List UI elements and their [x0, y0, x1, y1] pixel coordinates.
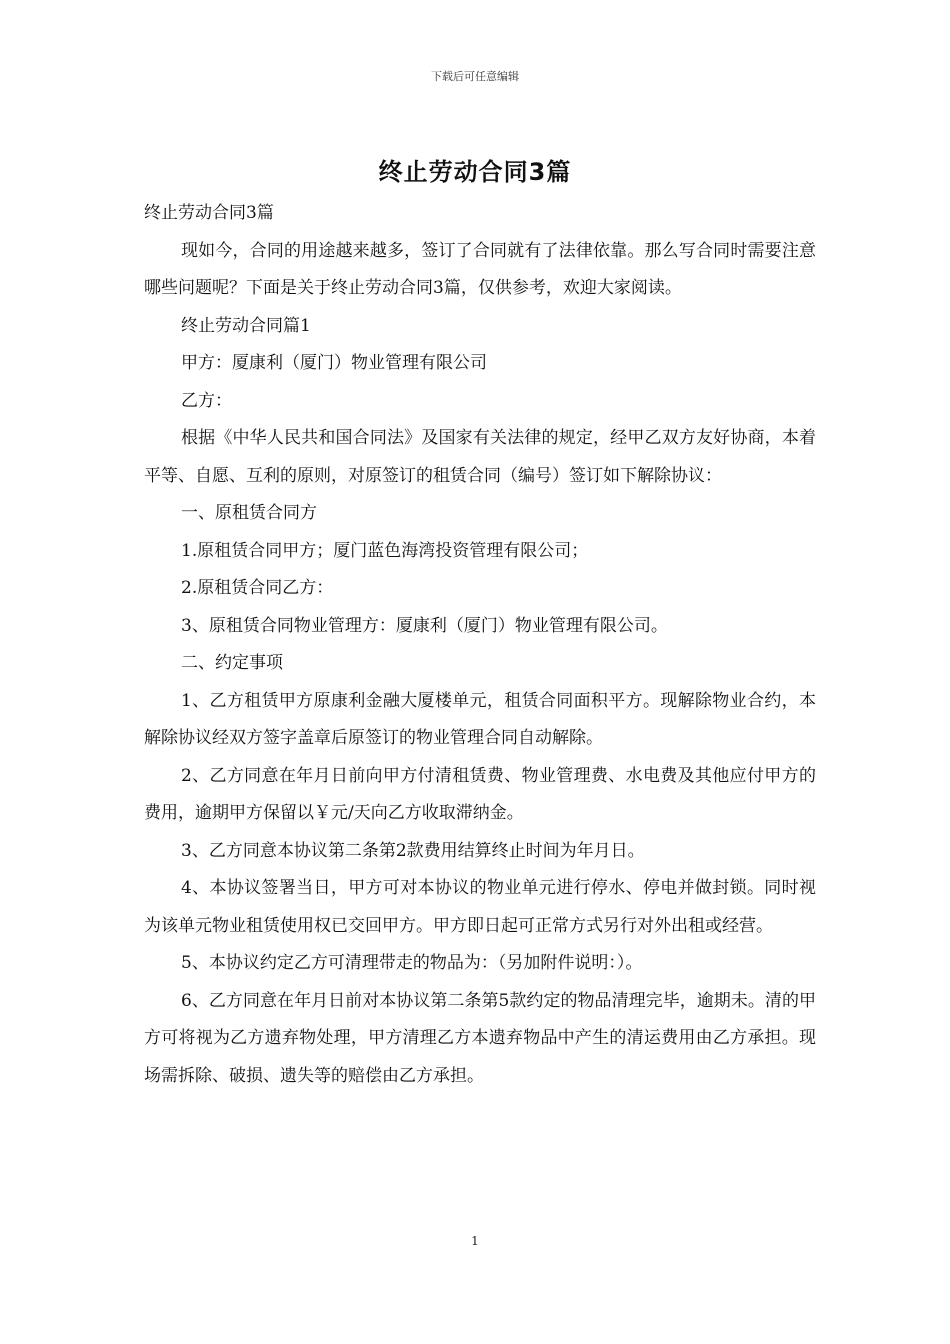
paragraph: 根据《中华人民共和国合同法》及国家有关法律的规定，经甲乙双方友好协商，本着平等、自愿、互利的原则，对原签订的租赁合同（编号）签订如下解除协议：: [144, 428, 816, 486]
list-item: 1.原租赁合同甲方；厦门蓝色海湾投资管理有限公司；: [181, 540, 589, 561]
paragraph: 现如今，合同的用途越来越多，签订了合同就有了法律依靠。那么写合同时需要注意哪些问题呢？下面是关于终止劳动合同3篇，仅供参考，欢迎大家阅读。: [144, 240, 816, 298]
document-body: [144, 195, 816, 1095]
section-heading: 一、原租赁合同方: [181, 503, 317, 523]
list-item: 6、乙方同意在年月日前对本协议第二条第5款约定的物品清理完毕，逾期未。清的甲方可将视为乙方遗弃物处理，甲方清理乙方本遗弃物品中产生的清运费用由乙方承担。现场需拆除、破损、遗失等的赔偿由乙方承担。: [144, 990, 816, 1086]
list-item: 4、本协议签署当日，甲方可对本协议的物业单元进行停水、停电并做封锁。同时视为该单元物业租赁使用权已交回甲方。甲方即日起可正常方式另行对外出租或经营。: [144, 878, 816, 936]
header-note: 下载后可任意编辑: [431, 70, 519, 83]
section-heading: 二、约定事项: [181, 653, 283, 673]
section-heading: 终止劳动合同篇1: [181, 315, 311, 336]
list-item: 2.原租赁合同乙方：: [181, 578, 334, 598]
list-item: 3、原租赁合同物业管理方：厦康利（厦门）物业管理有限公司。: [181, 615, 668, 636]
list-item: 3、乙方同意本协议第二条第2款费用结算终止时间为年月日。: [181, 840, 645, 861]
document-title: 终止劳动合同3篇: [378, 158, 572, 186]
list-item: 1、乙方租赁甲方原康利金融大厦楼单元，租赁合同面积平方。现解除物业合约，本解除协议经双方签字盖章后原签订的物业管理合同自动解除。: [144, 690, 816, 748]
list-item: 5、本协议约定乙方可清理带走的物品为：（另加附件说明：）。: [181, 953, 643, 973]
page-number: 1: [471, 1234, 479, 1248]
paragraph-subtitle: 终止劳动合同3篇: [144, 203, 274, 223]
paragraph: 乙方：: [181, 390, 232, 411]
list-item: 2、乙方同意在年月日前向甲方付清租赁费、物业管理费、水电费及其他应付甲方的费用，逾期甲方保留以￥元/天向乙方收取滞纳金。: [144, 765, 816, 823]
paragraph: 甲方：厦康利（厦门）物业管理有限公司: [181, 353, 487, 373]
